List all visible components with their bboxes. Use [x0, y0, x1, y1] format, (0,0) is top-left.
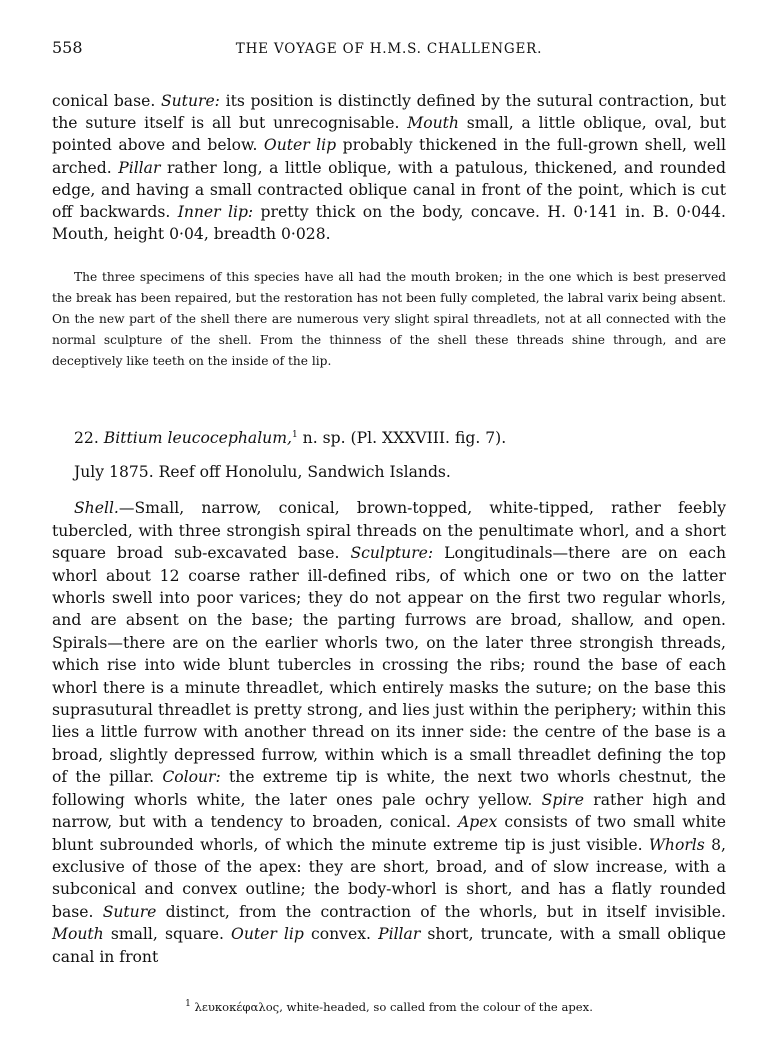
shell-label: Shell. — [74, 499, 119, 518]
outer-lip-label: Outer lip — [263, 136, 337, 155]
mouth-label: Mouth — [407, 114, 459, 133]
suture-label: Suture: — [160, 92, 220, 110]
pillar-label: Pillar — [378, 925, 421, 944]
footnote-mark: 1 — [185, 999, 191, 1010]
page — [52, 38, 727, 1014]
mouth-label: Mouth — [52, 925, 104, 944]
footnote — [52, 1000, 726, 1014]
shell-description: Shell.—Small, narrow, conical, brown-topped, white-tipped, rather feebly tubercled, with three strongish spiral threads on the penultimate whorl, and a short square broad sub-excavated base. Sculpture: Longitudinals—there are on each whorl about 12 coarse rather ill-defined ribs, of which one or two on the latter whorls swell into poor varices; they do not appear on the first two regular whorls, and are absent on the base; the parting furrows are broad, shallow, and open. Spirals—there are on the earlier whorls two, on the later three strongish threads, which rise into wide blunt tubercles in crossing the ribs; round the base of each whorl there is a minute threadlet, which entirely masks the suture; on the base this suprasutural threadlet is pretty strong, and lies just within the periphery; within this lies a little furrow with another thread on its inner side: the centre of the base is a broad, slightly depressed furrow, within which is a small threadlet defining the top of the pillar. Colour: the extreme tip is white, the next two whorls chestnut, the following whorls white, the later ones pale ochry yellow. Spire rather high and narrow, but with a tendency to broaden, conical. Apex consists of two small white blunt subrounded whorls, of which the minute extreme tip is just visible. Whorls 8, exclusive of those of the apex: they are short, broad, and of slow increase, with a subconical and convex outline; the body-whorl is short, and has a flatly rounded base. Suture distinct, from the contraction of the whorls, but in itself invisible. Mouth small, square. Outer lip convex. Pillar short, truncate, with a small oblique canal in front — [52, 499, 727, 966]
sculpture-label: Sculpture: — [350, 544, 434, 563]
species-heading: 22. Bittium leucocephalum,$^1$ n. sp. (Pl. XXXVIII. fig. 7). — [74, 429, 507, 448]
footnote-greek: λευκοκέφαλος — [194, 1000, 280, 1014]
suture-label: Suture — [102, 902, 157, 921]
spire-label: Spire — [541, 790, 585, 809]
species-name: Bittium leucocephalum, — [103, 429, 292, 448]
running-title: THE VOYAGE OF H.M.S. CHALLENGER. — [235, 41, 543, 57]
page-header — [52, 38, 726, 64]
locality-line: July 1875. Reef off Honolulu, Sandwich Islands. — [74, 463, 451, 482]
footnote-text: , white-headed, so called from the colour of the apex. — [279, 1000, 593, 1014]
inner-lip-label: Inner lip: — [177, 203, 254, 222]
outer-lip-label: Outer lip — [231, 925, 304, 944]
whorls-label: Whorls — [648, 835, 705, 854]
footnote-ref: 1 — [291, 430, 298, 441]
remarks-paragraph: The three specimens of this species have all had the mouth broken; in the one which is best preserved the break has been repaired, but the restoration has not been fully completed, the labral varix being absent. On the new part of the shell there are numerous very slight spiral threadlets, not at all connected with the normal sculpture of the shell. From the thinness of the shell these threads shine through, and are deceptively like teeth on the inside of the lip. — [52, 270, 726, 368]
apex-label: Apex — [458, 813, 498, 832]
page-number: 558 — [52, 38, 83, 57]
species-number: 22. — [74, 429, 99, 448]
pillar-label: Pillar — [118, 158, 161, 177]
description-continued: conical base. Suture: its position is distinctly defined by the sutural contraction, but the suture itself is all but unrecognisable. Mouth small, a little oblique, oval, but pointed above and below. Outer lip probably thickened in the full-grown shell, well arched. Pillar rather long, a little oblique, with a patulous, thickened, and rounded edge, and having a small contracted oblique canal in front of the point, which is cut off backwards. Inner lip: pretty thick on the body, concave. H. 0·141 in. B. 0·044. Mouth, height 0·04, breadth 0·028. — [52, 92, 726, 244]
colour-label: Colour: — [162, 768, 221, 787]
